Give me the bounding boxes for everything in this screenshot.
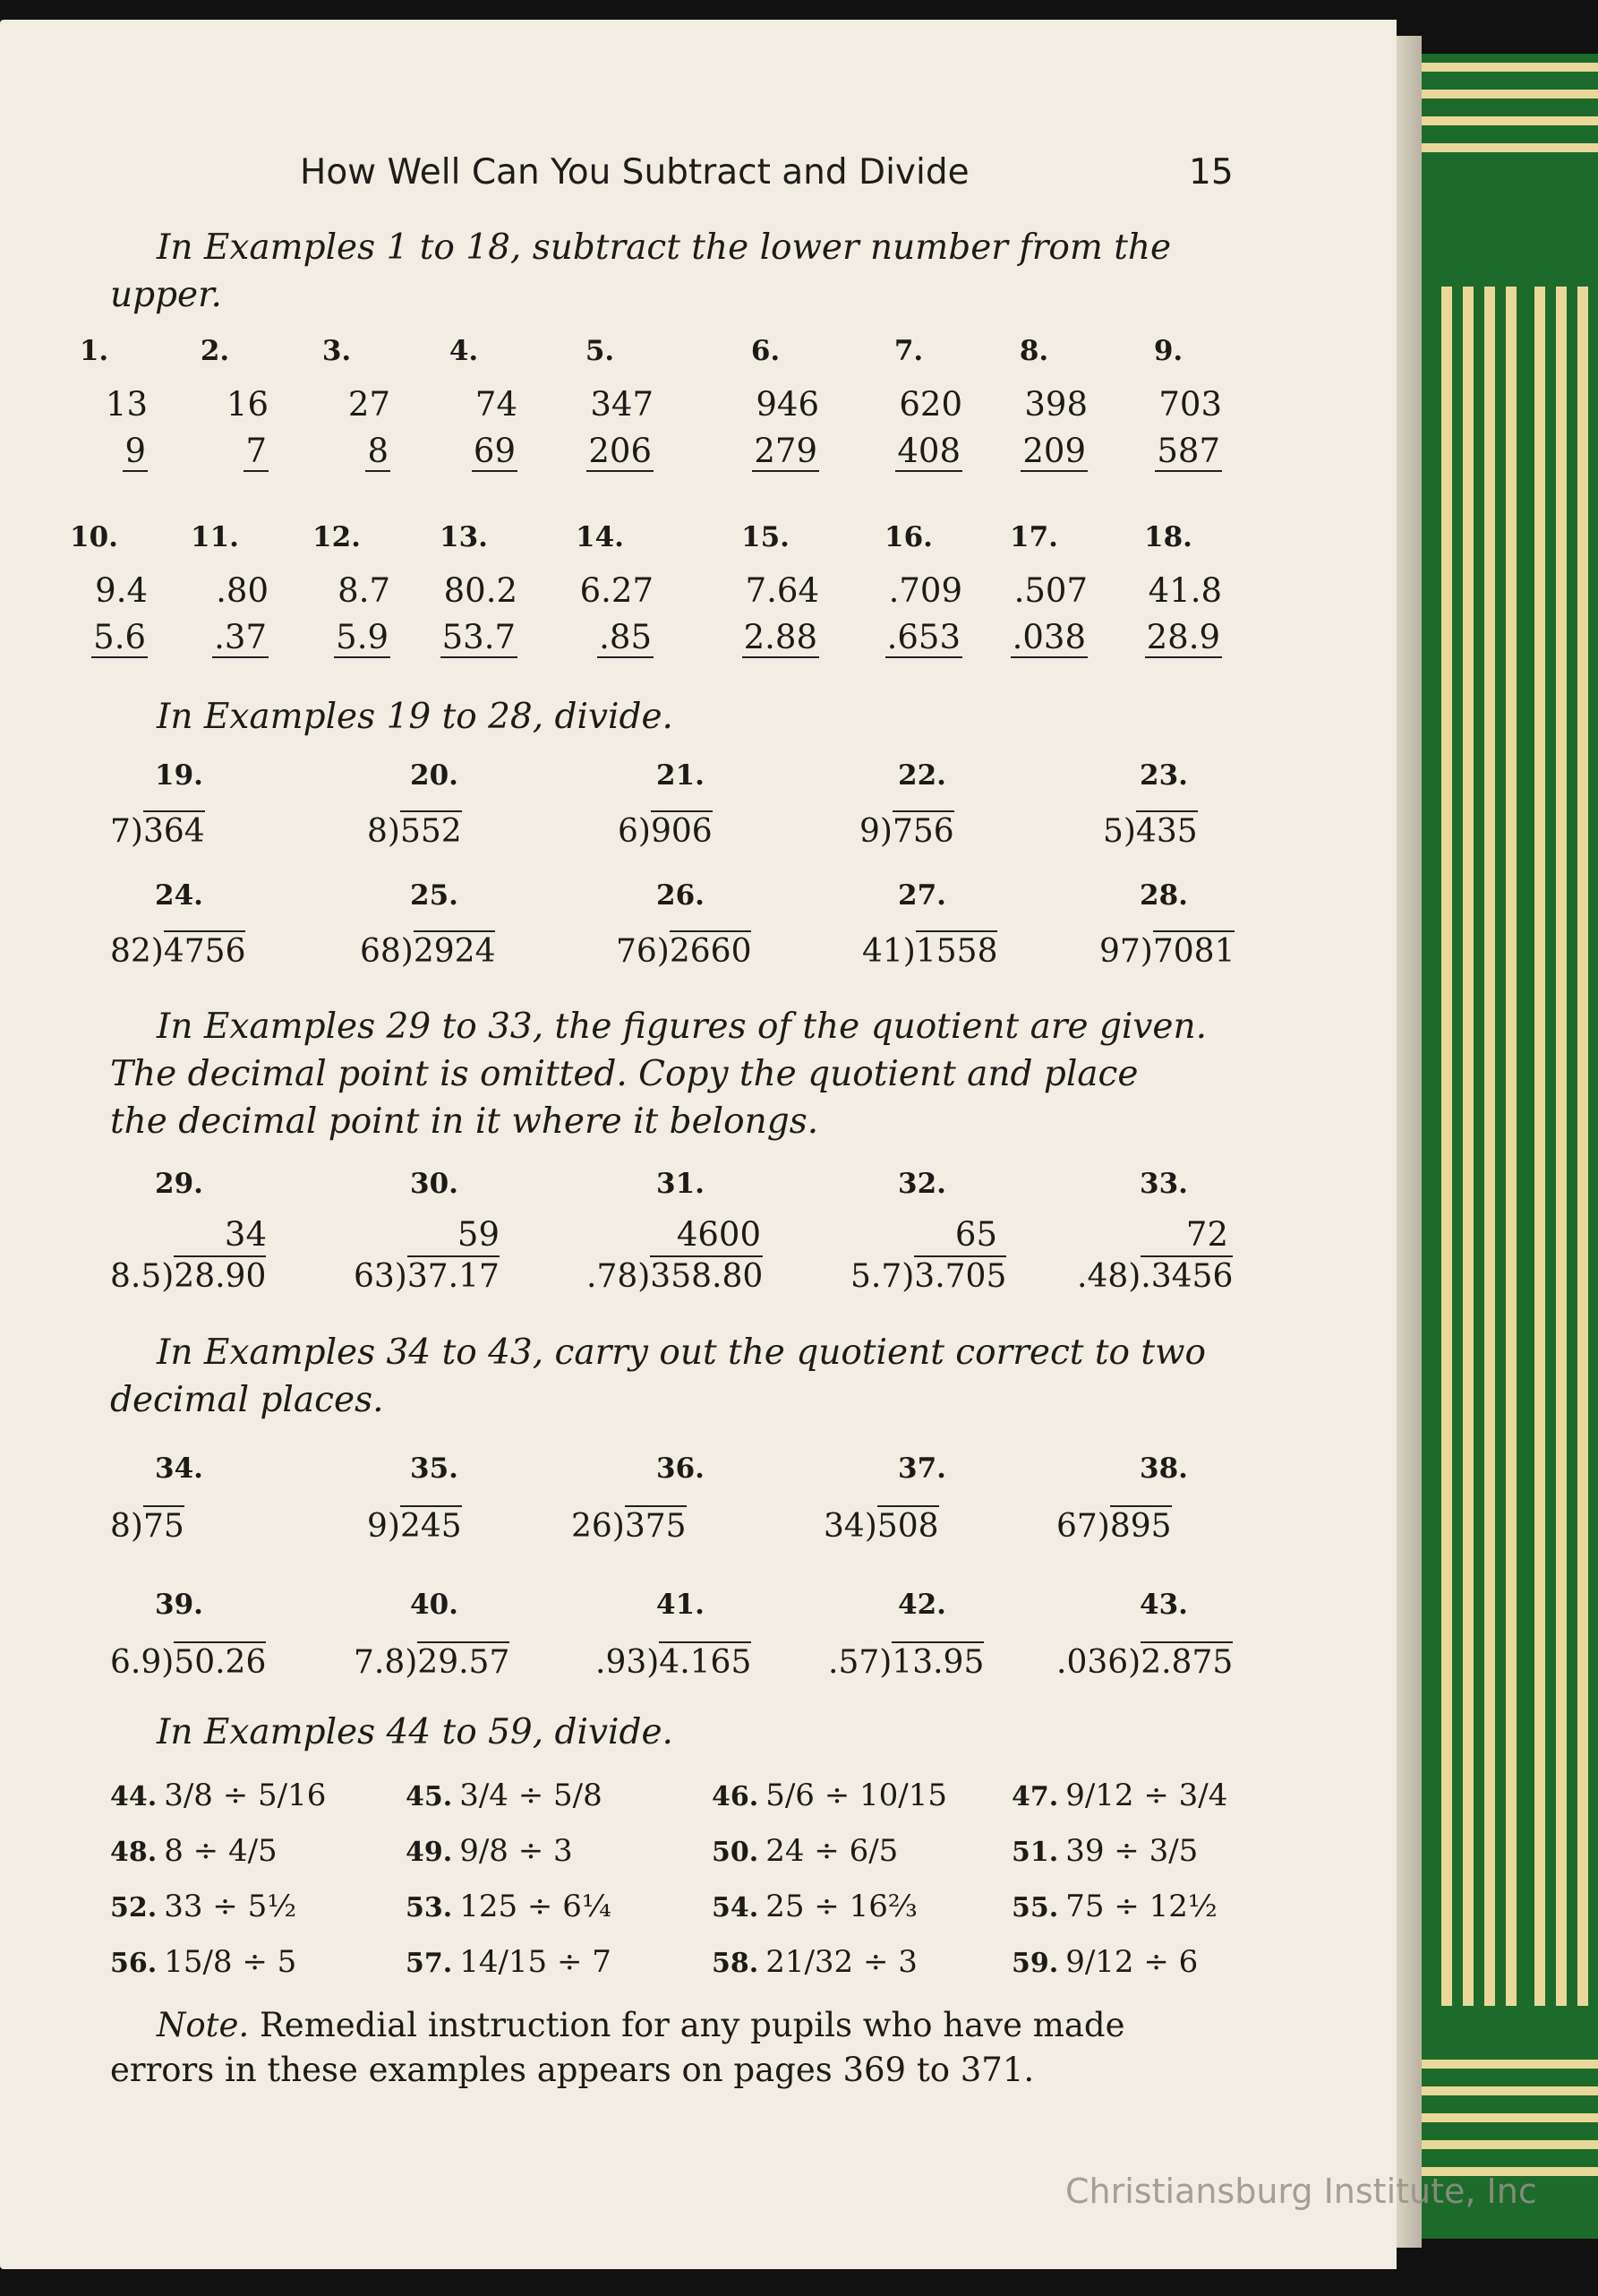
divisor: 82) (110, 933, 164, 970)
dividend: .3456 (1141, 1255, 1233, 1295)
dividend: 435 (1136, 810, 1198, 850)
long-division (1099, 933, 1235, 970)
subtrahend (828, 618, 962, 656)
divisor: .036) (1056, 1644, 1141, 1681)
long-division (1077, 1258, 1233, 1295)
long-division (595, 1644, 751, 1681)
minuend: .80 (216, 571, 269, 610)
example-label: 34. (155, 1452, 203, 1485)
example-label: 20. (410, 759, 458, 792)
long-division (618, 813, 713, 850)
long-division (110, 1644, 266, 1681)
example-label: 57. (406, 1948, 453, 1979)
subtrahend (256, 432, 390, 470)
book-page (0, 20, 1397, 2269)
instruction-divide-1 (110, 693, 1234, 741)
dividend: 13.95 (892, 1641, 984, 1681)
example-label: 25. (410, 879, 458, 912)
long-division (824, 1508, 939, 1545)
quotient: 72 (1185, 1215, 1228, 1254)
long-division (367, 1508, 462, 1545)
divisor: .78) (586, 1258, 651, 1295)
divisor: 6.9) (110, 1644, 175, 1681)
note-text: Remedial instruction for any pupils who have made errors in these examples appears on pages 369 to 371. (110, 2006, 1125, 2089)
example-label: 24. (155, 879, 203, 912)
expression: 33 ÷ 5½ (164, 1889, 297, 1924)
example-label: 36. (656, 1452, 705, 1485)
expression: 3/8 ÷ 5/16 (164, 1778, 327, 1813)
instruction-line: In Examples 29 to 33, the figures of the quotient are given. (157, 1007, 1208, 1047)
minuend: 6.27 (579, 571, 654, 610)
example-label: 33. (1140, 1168, 1188, 1200)
subtrahend-value: 8 (367, 432, 389, 470)
minuend: 7.64 (745, 571, 819, 610)
long-division (862, 933, 997, 970)
example-label: 6. (750, 335, 781, 367)
subtrahend-value: 7 (245, 432, 267, 470)
long-division (616, 933, 751, 970)
example-label: 11. (191, 521, 239, 553)
example-label: 58. (712, 1948, 759, 1979)
long-division (859, 813, 954, 850)
divisor: 5) (1103, 813, 1136, 850)
instruction-line: The decimal point is omitted. Copy the quotient and place (110, 1054, 1139, 1094)
subtrahend (134, 618, 269, 656)
subtrahend (134, 432, 269, 470)
minuend: 703 (1158, 385, 1222, 424)
subtrahend (953, 432, 1088, 470)
example-label: 43. (1140, 1589, 1188, 1621)
minuend: 80.2 (443, 571, 517, 610)
example-label: 59. (1012, 1948, 1059, 1979)
divisor: 7) (110, 813, 143, 850)
long-division (367, 813, 462, 850)
subtrahend (383, 432, 517, 470)
fraction-example (110, 1833, 278, 1869)
example-label: 35. (410, 1452, 458, 1485)
expression: 25 ÷ 16⅔ (765, 1889, 918, 1924)
fraction-example (110, 1889, 296, 1924)
subtrahend-value: 5.9 (336, 618, 389, 656)
dividend: 756 (893, 810, 954, 850)
divisor: 26) (571, 1508, 625, 1545)
long-division (360, 933, 495, 970)
fraction-example (1012, 1833, 1198, 1869)
instruction-line: the decimal point in it where it belongs. (110, 1101, 819, 1142)
example-label: 37. (898, 1452, 946, 1485)
minuend: 16 (226, 385, 269, 424)
dividend: 29.57 (417, 1641, 509, 1681)
minuend: 347 (590, 385, 654, 424)
example-label: 56. (110, 1948, 158, 1979)
instruction-subtract (110, 224, 1234, 319)
book-cover-spine (1422, 54, 1598, 2239)
subtrahend-value: 69 (473, 432, 516, 470)
minuend: 13 (105, 385, 148, 424)
fraction-example (1012, 1944, 1198, 1980)
example-label: 42. (898, 1589, 946, 1621)
long-division (110, 1258, 266, 1295)
example-label: 46. (712, 1781, 759, 1812)
dividend: 552 (400, 810, 462, 850)
expression: 21/32 ÷ 3 (765, 1944, 918, 1980)
dividend: 375 (625, 1505, 687, 1545)
divisor: .57) (828, 1644, 893, 1681)
subtrahend (13, 618, 148, 656)
page-number: 15 (1189, 152, 1234, 193)
long-division (586, 1258, 763, 1295)
subtrahend (519, 432, 654, 470)
fraction-example (712, 1889, 918, 1924)
example-label: 40. (410, 1589, 458, 1621)
divisor: 8.5) (110, 1258, 175, 1295)
long-division (571, 1508, 687, 1545)
long-division (354, 1258, 500, 1295)
example-label: 53. (406, 1892, 453, 1923)
running-header: How Well Can You Subtract and Divide (300, 152, 970, 193)
dividend: 37.17 (407, 1255, 500, 1295)
expression: 75 ÷ 12½ (1065, 1889, 1218, 1924)
long-division (110, 1508, 184, 1545)
dividend: 364 (143, 810, 205, 850)
expression: 5/6 ÷ 10/15 (765, 1778, 948, 1813)
minuend: 74 (474, 385, 517, 424)
subtrahend (1088, 432, 1222, 470)
subtrahend (383, 618, 517, 656)
fraction-example (110, 1778, 326, 1813)
example-label: 10. (70, 521, 118, 553)
instruction-line: In Examples 34 to 43, carry out the quotient correct to two (157, 1332, 1206, 1373)
dividend: 245 (400, 1505, 462, 1545)
example-label: 47. (1012, 1781, 1059, 1812)
watermark: Christiansburg Institute, Inc (1065, 2172, 1537, 2211)
subtrahend-value: .85 (599, 618, 652, 656)
fraction-example (110, 1944, 296, 1980)
divisor: 34) (824, 1508, 877, 1545)
dividend: 906 (651, 810, 713, 850)
subtrahend (13, 432, 148, 470)
example-label: 19. (155, 759, 203, 792)
divisor: 41) (862, 933, 916, 970)
dividend: 4.165 (659, 1641, 751, 1681)
fraction-example (712, 1944, 918, 1980)
expression: 125 ÷ 6¼ (459, 1889, 611, 1924)
divisor: .48) (1077, 1258, 1141, 1295)
minuend: 8.7 (338, 571, 390, 610)
minuend: 946 (756, 385, 819, 424)
expression: 14/15 ÷ 7 (459, 1944, 611, 1980)
quotient: 59 (457, 1215, 500, 1254)
remedial-note (110, 2003, 1234, 2093)
example-label: 52. (110, 1892, 158, 1923)
long-division (110, 933, 245, 970)
example-label: 26. (656, 879, 705, 912)
subtrahend-value: 9 (124, 432, 146, 470)
instruction-line: decimal places. (110, 1380, 384, 1420)
long-division (1056, 1508, 1172, 1545)
example-label: 15. (741, 521, 790, 553)
fraction-example (1012, 1778, 1227, 1813)
dividend: 4756 (164, 930, 246, 970)
fraction-example (406, 1944, 611, 1980)
instruction-two-places (110, 1329, 1234, 1424)
dividend: 2660 (670, 930, 752, 970)
subtrahend-value: 408 (897, 432, 961, 470)
divisor: 9) (367, 1508, 400, 1545)
long-division (110, 813, 205, 850)
long-division (850, 1258, 1006, 1295)
long-division (1103, 813, 1198, 850)
divisor: 8) (367, 813, 400, 850)
divisor: 6) (618, 813, 651, 850)
dividend: 508 (877, 1505, 939, 1545)
minuend: 41.8 (1148, 571, 1222, 610)
minuend: 27 (347, 385, 390, 424)
subtrahend (519, 618, 654, 656)
dividend: 50.26 (174, 1641, 266, 1681)
example-label: 7. (893, 335, 924, 367)
divisor: 8) (110, 1508, 143, 1545)
example-label: 41. (656, 1589, 705, 1621)
note-lead: Note. (157, 2006, 250, 2044)
subtrahend-value: 206 (588, 432, 652, 470)
fraction-example (712, 1833, 898, 1869)
minuend: .507 (1013, 571, 1088, 610)
divisor: .93) (595, 1644, 660, 1681)
expression: 9/12 ÷ 3/4 (1065, 1778, 1228, 1813)
divisor: 5.7) (850, 1258, 915, 1295)
dividend: 358.80 (650, 1255, 763, 1295)
divisor: 67) (1056, 1508, 1110, 1545)
example-label: 51. (1012, 1837, 1059, 1868)
subtrahend-value: 2.88 (743, 618, 817, 656)
dividend: 7081 (1153, 930, 1235, 970)
divisor: 76) (616, 933, 670, 970)
example-label: 5. (585, 335, 615, 367)
example-label: 32. (898, 1168, 946, 1200)
dividend: 75 (143, 1505, 184, 1545)
example-label: 13. (440, 521, 488, 553)
expression: 8 ÷ 4/5 (164, 1833, 278, 1869)
example-label: 3. (321, 335, 352, 367)
divisor: 97) (1099, 933, 1153, 970)
instruction-fractions (110, 1709, 1234, 1756)
instruction-decimal (110, 1003, 1234, 1145)
expression: 9/12 ÷ 6 (1065, 1944, 1199, 1980)
minuend: .709 (888, 571, 962, 610)
page-edges (1397, 36, 1422, 2248)
divisor: 68) (360, 933, 414, 970)
example-label: 50. (712, 1837, 759, 1868)
subtrahend-value: .038 (1012, 618, 1086, 656)
example-label: 44. (110, 1781, 158, 1812)
instruction-text: In Examples 44 to 59, divide. (157, 1712, 673, 1752)
long-division (354, 1644, 509, 1681)
expression: 24 ÷ 6/5 (765, 1833, 899, 1869)
example-label: 29. (155, 1168, 203, 1200)
example-label: 55. (1012, 1892, 1059, 1923)
example-label: 8. (1019, 335, 1049, 367)
subtrahend-value: .653 (886, 618, 961, 656)
minuend: 620 (899, 385, 962, 424)
example-label: 27. (898, 879, 946, 912)
dividend: 895 (1110, 1505, 1172, 1545)
quotient: 65 (954, 1215, 997, 1254)
fraction-example (712, 1778, 947, 1813)
subtrahend (953, 618, 1088, 656)
subtrahend-value: 28.9 (1146, 618, 1220, 656)
subtrahend (1088, 618, 1222, 656)
expression: 39 ÷ 3/5 (1065, 1833, 1199, 1869)
example-label: 9. (1153, 335, 1184, 367)
example-label: 2. (200, 335, 230, 367)
subtrahend (828, 432, 962, 470)
quotient: 4600 (676, 1215, 761, 1254)
quotient: 34 (224, 1215, 267, 1254)
divisor: 7.8) (354, 1644, 418, 1681)
dividend: 3.705 (914, 1255, 1006, 1295)
subtrahend (685, 618, 819, 656)
long-division (1056, 1644, 1233, 1681)
instruction-text: In Examples 1 to 18, subtract the lower number from the upper. (110, 227, 1172, 315)
example-label: 54. (712, 1892, 759, 1923)
example-label: 31. (656, 1168, 705, 1200)
example-label: 28. (1140, 879, 1188, 912)
fraction-example (406, 1778, 602, 1813)
fraction-example (1012, 1889, 1218, 1924)
subtrahend-value: 5.6 (93, 618, 146, 656)
expression: 9/8 ÷ 3 (459, 1833, 573, 1869)
subtrahend-value: 587 (1157, 432, 1220, 470)
example-label: 1. (79, 335, 109, 367)
dividend: 28.90 (174, 1255, 266, 1295)
example-label: 48. (110, 1837, 158, 1868)
expression: 3/4 ÷ 5/8 (459, 1778, 602, 1813)
example-label: 30. (410, 1168, 458, 1200)
divisor: 63) (354, 1258, 407, 1295)
example-label: 14. (576, 521, 624, 553)
subtrahend-value: 53.7 (441, 618, 516, 656)
fraction-example (406, 1889, 611, 1924)
minuend: 398 (1024, 385, 1088, 424)
instruction-text: In Examples 19 to 28, divide. (157, 697, 673, 737)
subtrahend (685, 432, 819, 470)
subtrahend-value: 279 (754, 432, 817, 470)
dividend: 1558 (916, 930, 998, 970)
example-label: 38. (1140, 1452, 1188, 1485)
fraction-example (406, 1833, 573, 1869)
example-label: 39. (155, 1589, 203, 1621)
example-label: 49. (406, 1837, 453, 1868)
example-label: 45. (406, 1781, 453, 1812)
divisor: 9) (859, 813, 893, 850)
example-label: 16. (884, 521, 933, 553)
subtrahend-value: .37 (214, 618, 267, 656)
expression: 15/8 ÷ 5 (164, 1944, 297, 1980)
long-division (828, 1644, 984, 1681)
minuend: 9.4 (95, 571, 148, 610)
example-label: 22. (898, 759, 946, 792)
subtrahend (256, 618, 390, 656)
subtrahend-value: 209 (1022, 432, 1086, 470)
example-label: 12. (312, 521, 361, 553)
example-label: 4. (449, 335, 479, 367)
dividend: 2.875 (1141, 1641, 1233, 1681)
example-label: 18. (1144, 521, 1192, 553)
example-label: 21. (656, 759, 705, 792)
example-label: 23. (1140, 759, 1188, 792)
example-label: 17. (1010, 521, 1058, 553)
dividend: 2924 (414, 930, 496, 970)
